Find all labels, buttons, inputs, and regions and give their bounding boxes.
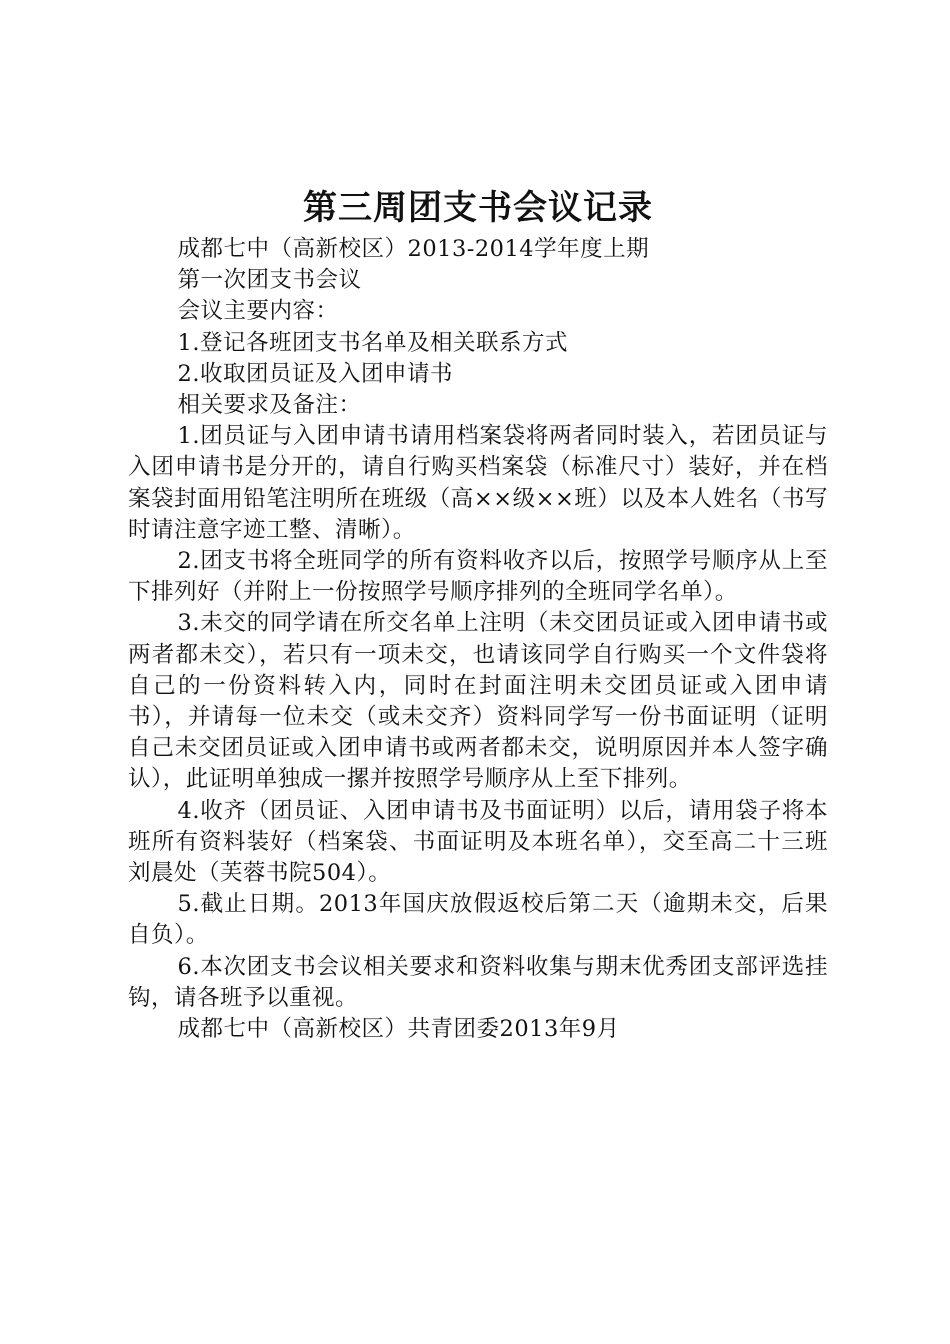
- school-term-line: 成都七中（高新校区）2013-2014学年度上期: [177, 236, 650, 262]
- requirement-5: 5.截止日期。2013年国庆放假返校后第二天（逾期未交，后果自负）。: [128, 891, 828, 949]
- content-item-2: 2.收取团员证及入团申请书: [177, 360, 453, 387]
- requirement-3: 3.未交的同学请在所交名单上注明（未交团员证或入团申请书或两者都未交），若只有一项未交，也请该同学自行购买一个文件袋将自己的一份资料转入内，同时在封面注明未交团员证或入团申请书），并请每一位未交（或未交齐）资料同学写一份书面证明（证明自己未交团员证或入团申请书或两者都未交，说明原因并本人签字确认），此证明单独成一摞并按照学号顺序从上至下排列。: [128, 610, 828, 793]
- document-page: [128, 186, 828, 1045]
- requirement-4: 4.收齐（团员证、入团申请书及书面证明）以后，请用袋子将本班所有资料装好（档案袋、书面证明及本班名单），交至高二十三班刘晨处（芙蓉书院504）。: [128, 797, 828, 887]
- signature-line: 成都七中（高新校区）共青团委2013年9月: [177, 1016, 620, 1043]
- requirement-6: 6.本次团支书会议相关要求和资料收集与期末优秀团支部评选挂钩，请各班予以重视。: [128, 953, 828, 1011]
- document-title: 第三周团支书会议记录: [303, 188, 653, 228]
- requirements-heading: 相关要求及备注：: [177, 392, 362, 419]
- content-heading: 会议主要内容：: [177, 298, 339, 325]
- content-item-1: 1.登记各班团支书名单及相关联系方式: [177, 329, 568, 356]
- requirement-2: 2.团支书将全班同学的所有资料收齐以后，按照学号顺序从上至下排列好（并附上一份按照学号顺序排列的全班同学名单）。: [128, 548, 828, 606]
- meeting-name-line: 第一次团支书会议: [177, 267, 362, 294]
- requirement-1: 1.团员证与入团申请书请用档案袋将两者同时装入，若团员证与入团申请书是分开的，请自行购买档案袋（标准尺寸）装好，并在档案袋封面用铅笔注明所在班级（高××级××班）以及本人姓名（书写时请注意字迹工整、清晰）。: [128, 423, 828, 543]
